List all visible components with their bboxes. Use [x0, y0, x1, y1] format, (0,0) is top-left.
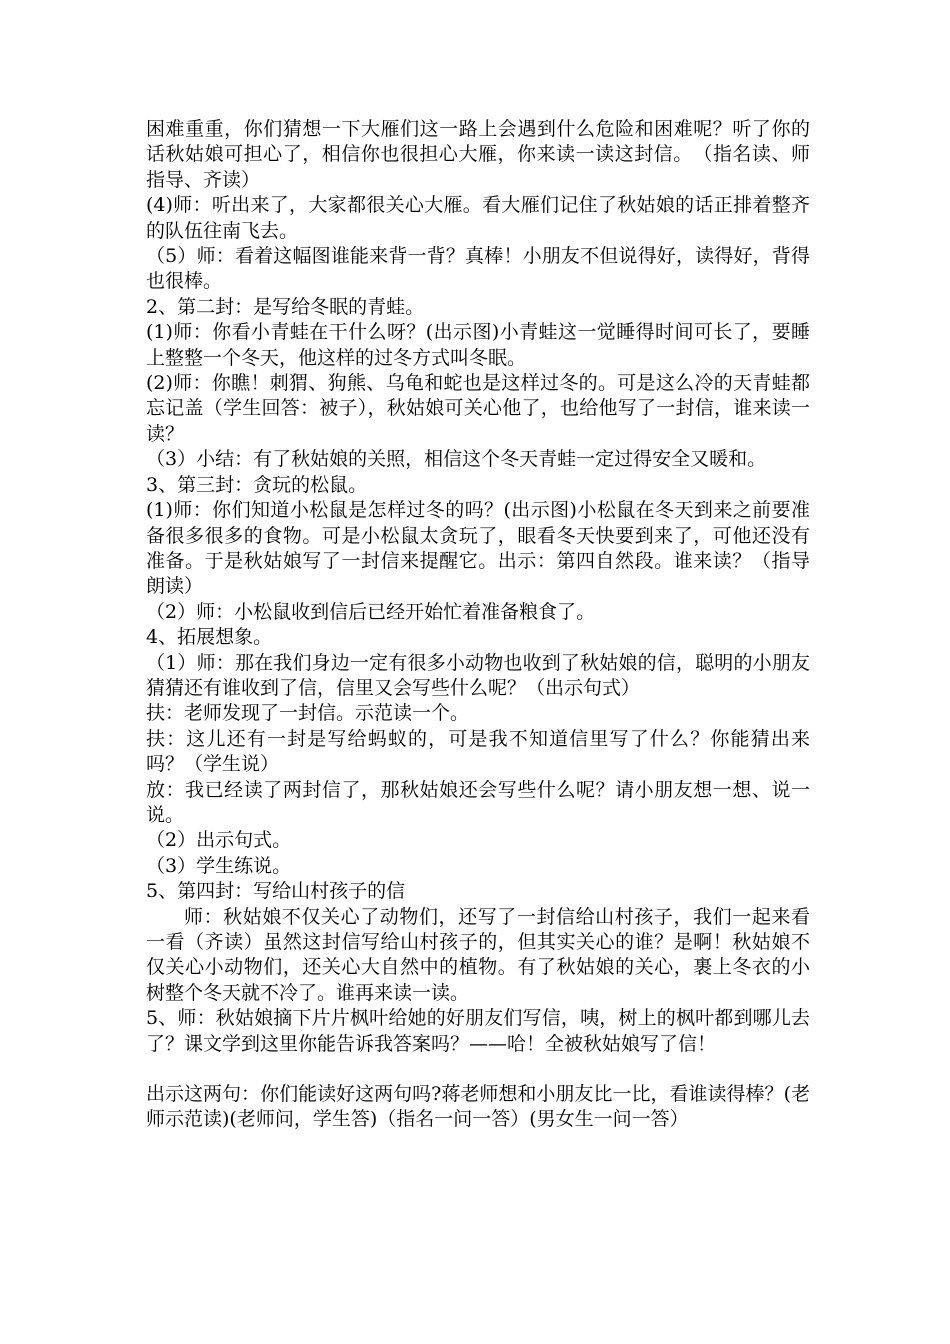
paragraph-frog-2: (2)师：你瞧！刺猬、狗熊、乌龟和蛇也是这样过冬的。可是这么冷的天青蛙都忘记盖（学生回答：被子），秋姑娘可关心他了，也给他写了一封信，谁来读一读？ — [146, 372, 810, 445]
paragraph-frog-1: (1)师：你看小青蛙在干什么呀？(出示图)小青蛙这一觉睡得时间可长了，要睡上整整一个冬天，他这样的过冬方式叫冬眠。 — [146, 321, 810, 369]
paragraph-release: 放：我已经读了两封信了，那秋姑娘还会写些什么呢？请小朋友想一想、说一说。 — [146, 778, 810, 826]
section-heading-fourth-letter: 5、第四封：写给山村孩子的信 — [146, 880, 406, 903]
paragraph-two-sentences: 出示这两句：你们能读好这两句吗?蒋老师想和小朋友比一比，看谁读得棒？(老师示范读)(老师问，学生答)（指名一问一答）(男女生一问一答） — [146, 1083, 810, 1131]
paragraph-squirrel-2: （2）师：小松鼠收到信后已经开始忙着准备粮食了。 — [146, 600, 596, 623]
section-heading-imagination: 4、拓展想象。 — [146, 626, 273, 649]
paragraph-danger-and-letter: 困难重重，你们猜想一下大雁们这一路上会遇到什么危险和困难呢？听了你的话秋姑娘可担心了，相信你也很担心大雁，你来读一读这封信。 （指名读、师指导、齐读） — [146, 118, 810, 191]
paragraph-support-1: 扶：老师发现了一封信。示范读一个。 — [146, 702, 470, 725]
paragraph-maple-leaves: 5、师：秋姑娘摘下片片枫叶给她的好朋友们写信，咦，树上的枫叶都到哪儿去了？课文学到这里你能告诉我答案吗？——哈！全被秋姑娘写了信！ — [146, 1007, 810, 1055]
paragraph-step-5: （5）师：看着这幅图谁能来背一背？真棒！小朋友不但说得好，读得好，背得也很棒。 — [146, 245, 810, 293]
section-heading-second-letter: 2、第二封：是写给冬眠的青蛙。 — [146, 295, 425, 318]
paragraph-squirrel-1: (1)师：你们知道小松鼠是怎样过冬的吗？(出示图)小松鼠在冬天到来之前要准备很多很多的食物。可是小松鼠太贪玩了，眼看冬天快要到来了，可他还没有准备。于是秋姑娘写了一封信来提醒它。出示：第四自然段。谁来读？（指导朗读） — [146, 499, 810, 598]
paragraph-frog-summary: （3）小结：有了秋姑娘的关照，相信这个冬天青蛙一定过得安全又暖和。 — [146, 448, 767, 471]
paragraph-step-4: (4)师：听出来了，大家都很关心大雁。看大雁们记住了秋姑娘的话正排着整齐的队伍往南飞去。 — [146, 194, 810, 242]
paragraph-village-children: 师：秋姑娘不仅关心了动物们，还写了一封信给山村孩子，我们一起来看一看（齐读）虽然这封信写给山村孩子的，但其实关心的谁？是啊！秋姑娘不仅关心小动物们，还关心大自然中的植物。有了秋姑娘的关心，裹上冬衣的小树整个冬天就不冷了。谁再来读一读。 — [146, 905, 810, 1004]
section-heading-third-letter: 3、第三封：贪玩的松鼠。 — [146, 473, 368, 496]
document-body — [146, 117, 810, 1133]
paragraph-sentence-pattern: （2）出示句式。 — [146, 829, 292, 852]
paragraph-student-practice: （3）学生练说。 — [146, 854, 292, 877]
paragraph-support-2: 扶：这儿还有一封是写给蚂蚁的，可是我不知道信里写了什么？你能猜出来吗？（学生说） — [146, 727, 810, 776]
paragraph-imagination-1: （1）师：那在我们身边一定有很多小动物也收到了秋姑娘的信，聪明的小朋友猜猜还有谁收到了信，信里又会写些什么呢？（出示句式） — [146, 651, 810, 699]
paragraph-spacer — [146, 1057, 810, 1082]
